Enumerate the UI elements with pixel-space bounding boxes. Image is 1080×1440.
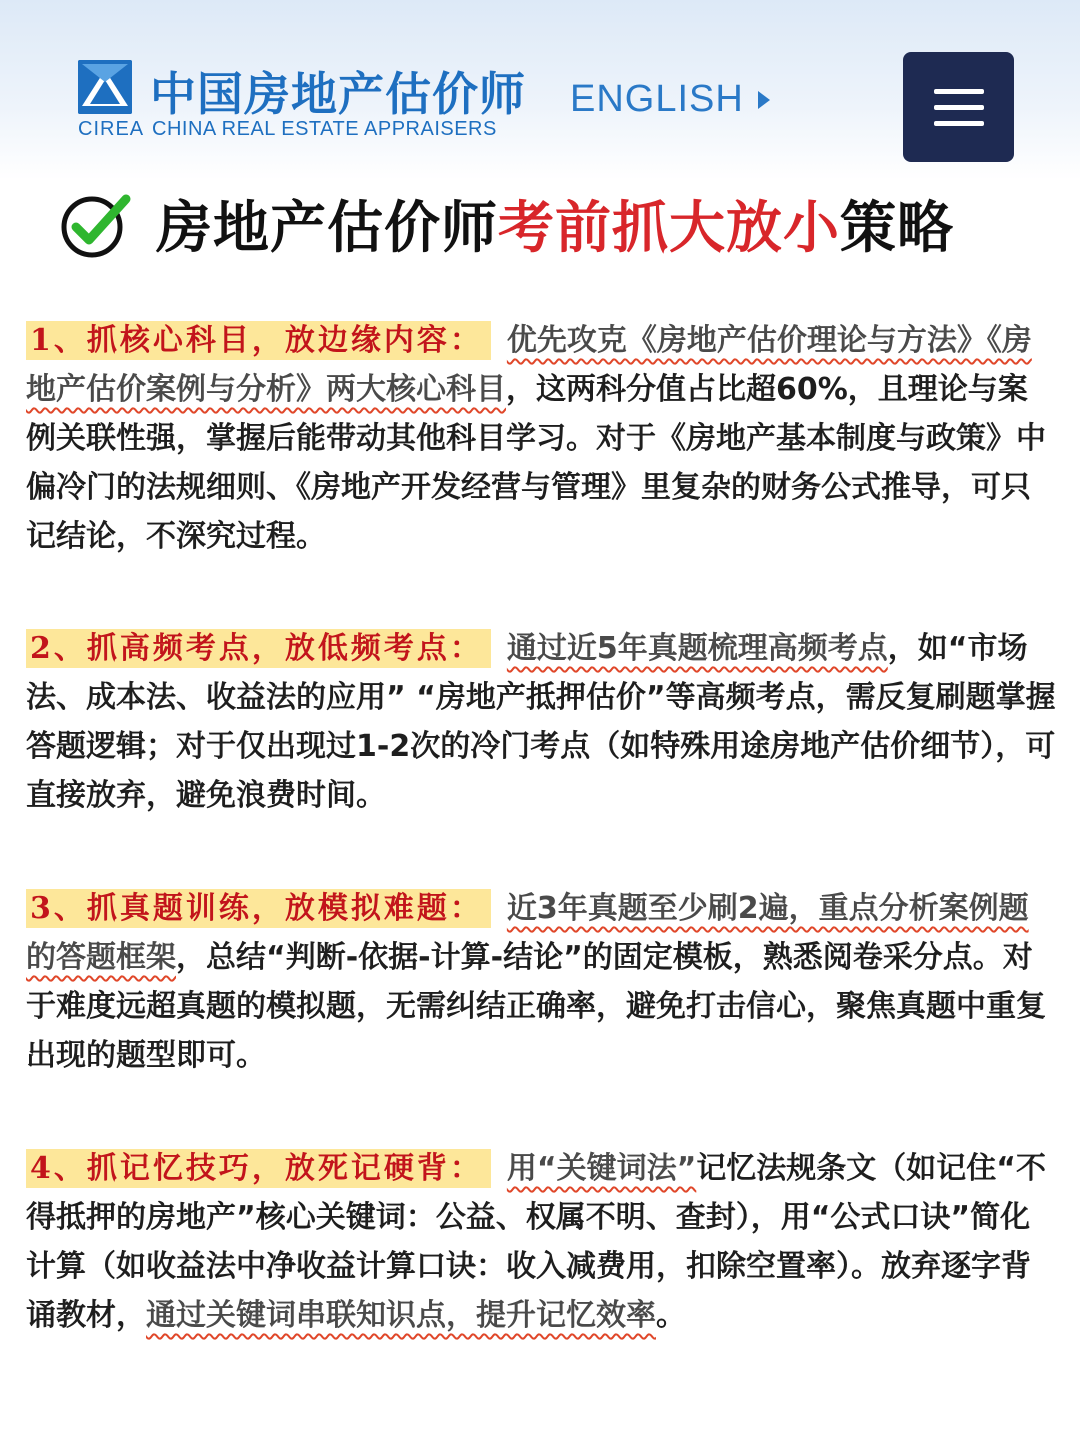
section-body: ，如“市场法、成本法、收益法的应用” “房地产抵押估价”等高频考点，需反复刷题掌握答题逻辑；对于仅出现过1-2次的冷门考点（如特殊用途房地产估价细节），可直接放弃，避免浪费时间。	[26, 631, 1056, 813]
strategy-section-3	[26, 884, 1056, 1080]
section-key-phrase: 近3年真题至少刷2遍，重点分析案例题的答题框架	[26, 891, 1029, 975]
section-key-phrase: 通过近5年真题梳理高频考点	[506, 631, 888, 666]
menu-button[interactable]	[903, 52, 1014, 162]
section-body: ，总结“判断-依据-计算-结论”的固定模板，熟悉阅卷采分点。对于难度远超真题的模拟题，无需纠结正确率，避免打击信心，聚焦真题中重复出现的题型即可。	[26, 940, 1046, 1073]
section-key-phrase: 用“关键词法”	[506, 1151, 697, 1186]
site-header	[0, 0, 1080, 180]
title-part-2: 策略	[840, 196, 954, 261]
section-heading: 4、抓记忆技巧，放死记硬背：	[26, 1149, 491, 1188]
section-body: ，这两科分值占比超60%，且理论与案例关联性强，掌握后能带动其他科目学习。对于《房地产基本制度与政策》中偏冷门的法规细则、《房地产开发经营与管理》里复杂的财务公式推导，可只记结论，不深究过程。	[26, 372, 1046, 554]
section-heading: 3、抓真题训练，放模拟难题：	[26, 889, 491, 928]
logo-chinese-name[interactable]: 中国房地产估价师	[150, 67, 526, 121]
logo-abbreviation: CIREA	[78, 118, 145, 140]
hamburger-line	[934, 121, 984, 126]
section-key-phrase: 优先攻克《房地产估价理论与方法》《房地产估价案例与分析》两大核心科目	[26, 323, 1032, 407]
title-text	[156, 184, 954, 264]
section-body: 记忆法规条文（如记住“不得抵押的房地产”核心关键词：公益、权属不明、查封），用“公式口诀”简化计算（如收益法中净收益计算口诀：收入减费用，扣除空置率）。放弃逐字背诵教材，	[26, 1151, 1047, 1333]
check-circle-icon	[58, 187, 132, 261]
logo-english-name: CHINA REAL ESTATE APPRAISERS	[152, 118, 497, 140]
page-title	[58, 186, 1058, 262]
section-heading: 1、抓核心科目，放边缘内容：	[26, 321, 491, 360]
section-end: 。	[656, 1298, 686, 1333]
english-link-label: ENGLISH	[570, 78, 744, 120]
title-highlight: 考前抓大放小	[498, 196, 840, 261]
hamburger-line	[934, 105, 984, 110]
section-heading: 2、抓高频考点，放低频考点：	[26, 629, 491, 668]
strategy-section-2	[26, 624, 1056, 820]
section-key-phrase-end: 通过关键词串联知识点，提升记忆效率	[146, 1298, 656, 1333]
hamburger-line	[934, 89, 984, 94]
english-language-link[interactable]	[570, 78, 770, 121]
strategy-section-4	[26, 1144, 1056, 1340]
strategy-section-1	[26, 316, 1056, 561]
title-part-1: 房地产估价师	[156, 196, 498, 261]
cirea-logo-icon[interactable]	[78, 60, 132, 114]
triangle-right-icon	[758, 91, 770, 109]
